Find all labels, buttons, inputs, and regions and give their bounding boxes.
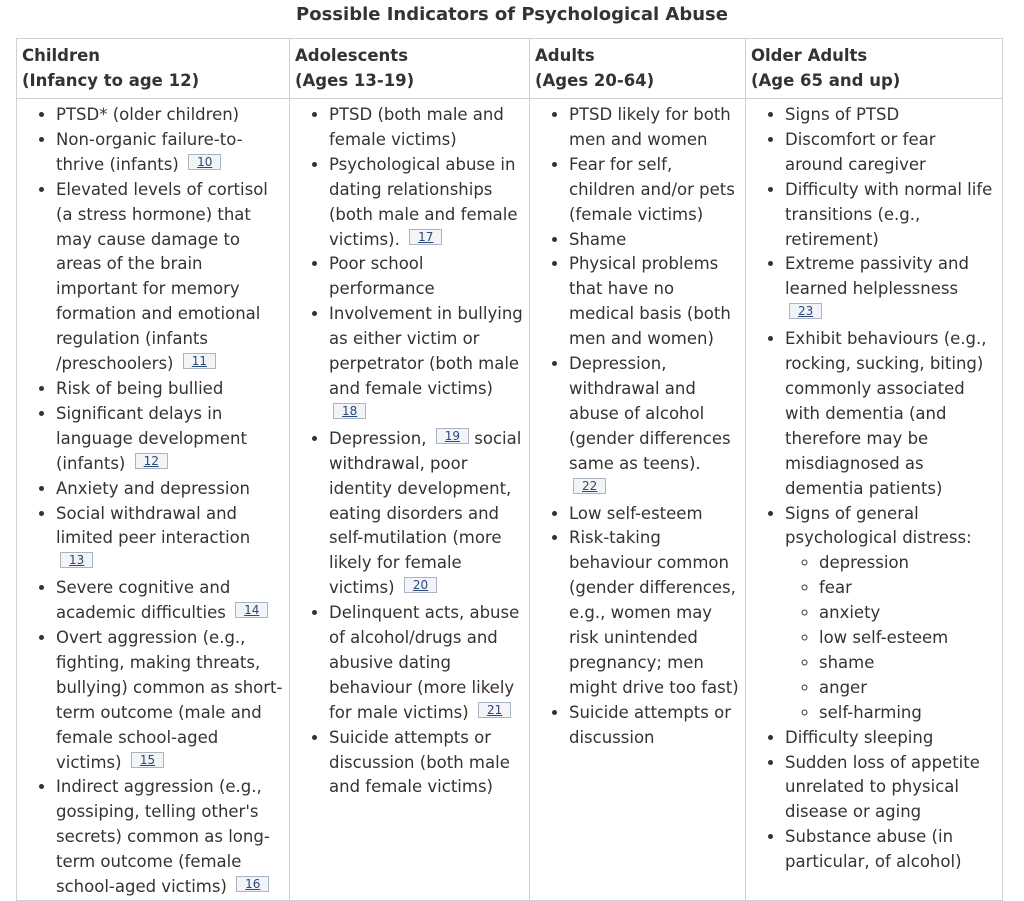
list-item <box>56 128 284 178</box>
list-item <box>56 402 284 477</box>
item-text: Non-organic failure-to-thrive (infants) <box>56 129 243 174</box>
list-item <box>569 352 740 501</box>
reference-link[interactable]: 14 <box>235 602 268 618</box>
item-text: Delinquent acts, abuse of alcohol/drugs and abusive dating behaviour (more likely for male victims) <box>329 603 520 722</box>
list-item <box>329 601 524 726</box>
column-cell-older-adults <box>746 99 1003 901</box>
item-text: Significant delays in language development (infants) <box>56 403 247 473</box>
column-subtitle: (Ages 20-64) <box>535 71 655 90</box>
reference-link[interactable]: 18 <box>333 403 366 419</box>
reference-link[interactable]: 17 <box>409 229 442 245</box>
list-item <box>56 178 284 377</box>
item-text: Suicide attempts or discussion <box>569 702 731 747</box>
column-header-children <box>17 39 290 99</box>
item-text: Difficulty with normal life transitions (e.g., retirement) <box>785 179 993 249</box>
column-cell-adolescents <box>290 99 530 901</box>
column-cell-children <box>17 99 290 901</box>
list-item <box>785 751 997 826</box>
list-item <box>569 252 740 352</box>
list-item <box>56 576 284 626</box>
item-text: Risk of being bullied <box>56 378 224 398</box>
item-text: Signs of PTSD <box>785 105 900 124</box>
content-row <box>17 99 1003 901</box>
reference-link[interactable]: 21 <box>478 702 511 718</box>
item-text: Suicide attempts or discussion (both male and female victims) <box>329 727 510 797</box>
item-text: Severe cognitive and academic difficulties <box>56 578 231 623</box>
item-text: Elevated levels of cortisol (a stress hormone) that may cause damage to areas of the brain important for memory formation and emotional regulation (infants /preschoolers) <box>56 179 268 374</box>
list-item <box>785 103 997 128</box>
sub-list-item: ◦ shame <box>819 651 997 676</box>
column-title: Adults <box>535 46 595 65</box>
reference-link[interactable]: 10 <box>188 154 221 170</box>
sub-list-item: ◦ self-harming <box>819 701 997 726</box>
item-text: Involvement in bullying as either victim or perpetrator (both male and female victims) <box>329 304 523 398</box>
reference-link[interactable]: 19 <box>436 428 469 444</box>
indicator-list <box>295 103 524 800</box>
reference-link[interactable]: 11 <box>183 353 216 369</box>
item-text: Anxiety and depression <box>56 478 251 498</box>
list-item <box>569 502 740 527</box>
list-item <box>56 502 284 577</box>
list-item <box>785 825 997 875</box>
list-item <box>569 103 740 153</box>
column-title: Children <box>22 46 101 65</box>
list-item <box>56 626 284 775</box>
item-text: Poor school performance <box>329 254 435 299</box>
list-item <box>56 775 284 900</box>
item-text: Low self-esteem <box>569 503 703 523</box>
reference-link[interactable]: 23 <box>789 303 822 319</box>
list-item <box>785 502 997 726</box>
item-text: Signs of general psychological distress: <box>785 503 972 548</box>
sub-list-item: ◦ anger <box>819 676 997 701</box>
item-text: Difficulty sleeping <box>785 727 934 747</box>
item-text: Extreme passivity and learned helplessness <box>785 254 969 299</box>
item-text: PTSD (both male and female victims) <box>329 105 504 149</box>
item-text: Depression, withdrawal and abuse of alcohol (gender differences same as teens). <box>569 354 731 473</box>
reference-link[interactable]: 22 <box>573 478 606 494</box>
list-item <box>785 327 997 501</box>
list-item <box>56 377 284 402</box>
header-row <box>17 39 1003 99</box>
item-text: Sudden loss of appetite unrelated to physical disease or aging <box>785 752 980 822</box>
item-text: Fear for self, children and/or pets (female victims) <box>569 154 735 224</box>
sub-list-item: ◦ fear <box>819 576 997 601</box>
sub-list-item: ◦ anxiety <box>819 601 997 626</box>
list-item <box>56 103 284 128</box>
indicator-list <box>22 103 284 900</box>
list-item <box>329 153 524 253</box>
list-item <box>785 128 997 178</box>
item-text: Social withdrawal and limited peer interaction <box>56 503 251 548</box>
list-item <box>329 427 524 601</box>
list-item <box>569 228 740 253</box>
list-item <box>785 726 997 751</box>
item-text: Indirect aggression (e.g., gossiping, telling other's secrets) common as long-term outcome (female school-aged victims) <box>56 777 270 897</box>
item-text: Overt aggression (e.g., fighting, making threats, bullying) common as short-term outcome (male and female school-aged victims) <box>56 628 283 772</box>
list-item <box>329 726 524 801</box>
column-subtitle: (Ages 13-19) <box>295 71 415 90</box>
sub-list-item: ◦ depression <box>819 551 997 576</box>
item-text: Psychological abuse in dating relationships (both male and female victims). <box>329 154 518 249</box>
list-item <box>785 178 997 253</box>
column-header-adults <box>530 39 746 99</box>
item-text: social withdrawal, poor identity development, eating disorders and self-mutilation (more likely for female victims) <box>329 428 522 598</box>
column-title: Adolescents <box>295 46 409 65</box>
item-text: Exhibit behaviours (e.g., rocking, sucking, biting) commonly associated with dementia (and therefore may be misdiagnosed as dementia patients) <box>785 329 987 498</box>
indicators-table <box>16 38 1003 901</box>
item-text: PTSD likely for both men and women <box>569 105 731 149</box>
column-subtitle: (Age 65 and up) <box>751 71 901 90</box>
reference-link[interactable]: 13 <box>60 552 93 568</box>
item-text: Shame <box>569 229 627 249</box>
column-header-older-adults <box>746 39 1003 99</box>
sub-list <box>785 551 997 725</box>
indicator-list <box>535 103 740 751</box>
list-item <box>56 477 284 502</box>
list-item <box>329 302 524 427</box>
item-text: Substance abuse (in particular, of alcohol) <box>785 827 962 872</box>
list-item <box>329 252 524 302</box>
column-title: Older Adults <box>751 46 868 65</box>
list-item <box>329 103 524 153</box>
reference-link[interactable]: 20 <box>404 577 437 593</box>
table-caption: Possible Indicators of Psychological Abuse <box>296 4 728 25</box>
item-text: PTSD* (older children) <box>56 105 240 124</box>
column-cell-adults <box>530 99 746 901</box>
reference-link[interactable]: 12 <box>135 453 168 469</box>
sub-list-item: ◦ low self-esteem <box>819 626 997 651</box>
list-item <box>785 252 997 327</box>
indicator-list <box>751 103 997 875</box>
item-text: Risk-taking behaviour common (gender differences, e.g., women may risk unintended pregnancy; men might drive too fast) <box>569 528 739 697</box>
reference-link[interactable]: 16 <box>236 876 269 892</box>
list-item <box>569 153 740 228</box>
list-item <box>569 526 740 700</box>
item-text: Discomfort or fear around caregiver <box>785 129 936 174</box>
item-text: Depression, <box>329 428 427 448</box>
column-header-adolescents <box>290 39 530 99</box>
list-item <box>569 701 740 751</box>
item-text: Physical problems that have no medical basis (both men and women) <box>569 254 731 349</box>
column-subtitle: (Infancy to age 12) <box>22 71 200 90</box>
reference-link[interactable]: 15 <box>131 752 164 768</box>
